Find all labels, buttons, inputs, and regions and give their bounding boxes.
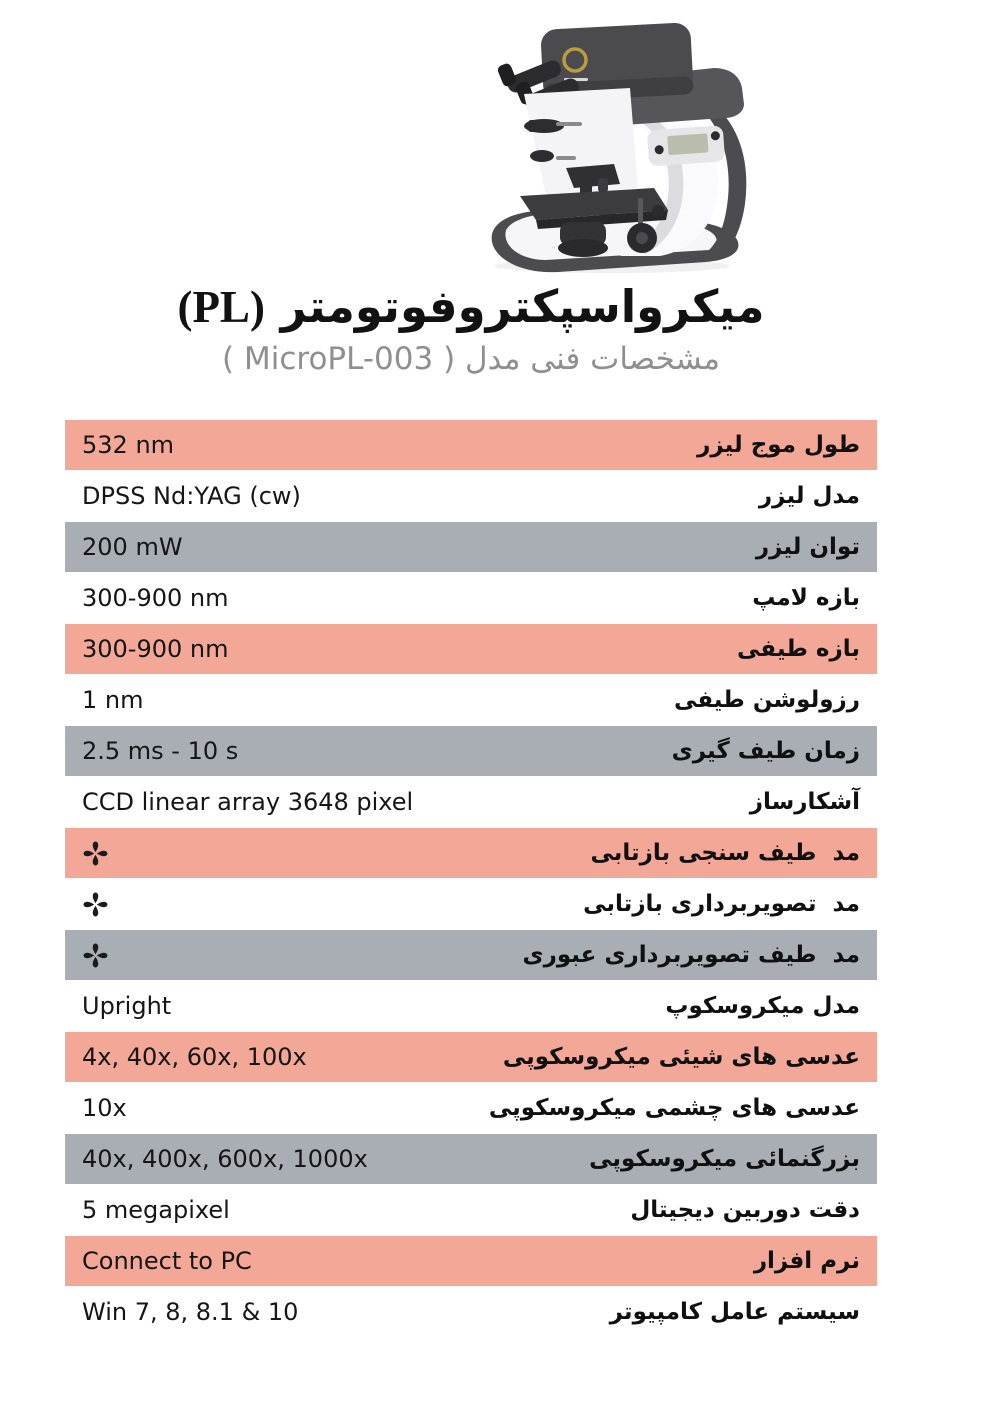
spec-label: عدسی های چشمی میکروسکوپی <box>488 1095 860 1121</box>
spec-label: بازه لامپ <box>752 585 860 611</box>
spec-label: آشکارساز <box>749 789 860 815</box>
spec-value: 300-900 nm <box>82 635 229 663</box>
table-row <box>65 981 877 1031</box>
spec-value: Upright <box>82 992 172 1020</box>
table-row <box>65 828 877 878</box>
microscope-illustration <box>462 10 762 275</box>
spec-label: مد تصویربرداری بازتابی <box>583 891 860 917</box>
spec-label: بازه طیفی <box>737 636 860 662</box>
spec-value <box>82 891 109 918</box>
spec-label: دقت دوربین دیجیتال <box>630 1197 860 1223</box>
spec-value: 532 nm <box>82 431 175 459</box>
spec-label: بزرگنمائی میکروسکوپی <box>589 1146 860 1172</box>
table-row <box>65 1083 877 1133</box>
page-subtitle: مشخصات فنی مدل ( MicroPL-003 ) <box>222 341 720 377</box>
table-row <box>65 777 877 827</box>
four-petal-asterisk-icon <box>82 891 109 918</box>
spec-value: 300-900 nm <box>82 584 229 612</box>
spec-value: 5 megapixel <box>82 1196 230 1224</box>
page-title-model-code: (PL) <box>177 282 265 332</box>
spec-label: توان لیزر <box>755 534 860 560</box>
table-row <box>65 522 877 572</box>
spec-value <box>82 840 109 867</box>
table-row <box>65 573 877 623</box>
spec-label: عدسی های شیئی میکروسکوپی <box>502 1044 860 1070</box>
spec-label: طول موج لیزر <box>697 432 860 458</box>
table-row <box>65 675 877 725</box>
table-row <box>65 879 877 929</box>
table-row <box>65 471 877 521</box>
spec-value: CCD linear array 3648 pixel <box>82 788 414 816</box>
spec-value: Win 7, 8, 8.1 & 10 <box>82 1298 299 1326</box>
table-row <box>65 1134 877 1184</box>
table-row <box>65 1236 877 1286</box>
microscope-product-image <box>462 10 762 275</box>
table-row <box>65 930 877 980</box>
spec-label: مد طیف تصویربرداری عبوری <box>522 942 860 968</box>
four-petal-asterisk-icon <box>82 942 109 969</box>
page-title <box>65 280 877 333</box>
four-petal-asterisk-icon <box>82 840 109 867</box>
table-row <box>65 420 877 470</box>
spec-label: نرم افزار <box>753 1248 860 1274</box>
spec-value: 1 nm <box>82 686 144 714</box>
spec-label: مدل میکروسکوپ <box>665 993 860 1019</box>
page-title-persian: میکرواسپکتروفوتومتر <box>280 280 765 333</box>
spec-value: 2.5 ms - 10 s <box>82 737 239 765</box>
spec-value <box>82 942 109 969</box>
spec-label: مد طیف سنجی بازتابی <box>590 840 860 866</box>
table-row <box>65 726 877 776</box>
spec-value: 40x, 400x, 600x, 1000x <box>82 1145 368 1173</box>
spec-value: DPSS Nd:YAG (cw) <box>82 482 301 510</box>
table-row <box>65 1287 877 1337</box>
table-row <box>65 1032 877 1082</box>
spec-value: 200 mW <box>82 533 183 561</box>
spec-table <box>65 420 877 1338</box>
spec-label: مدل لیزر <box>758 483 860 509</box>
spec-label: زمان طیف گیری <box>671 738 860 764</box>
spec-label: رزولوشن طیفی <box>673 687 860 713</box>
spec-label: سیستم عامل کامپیوتر <box>609 1299 860 1325</box>
spec-value: 4x, 40x, 60x, 100x <box>82 1043 307 1071</box>
table-row <box>65 624 877 674</box>
spec-value: Connect to PC <box>82 1247 252 1275</box>
table-row <box>65 1185 877 1235</box>
spec-value: 10x <box>82 1094 127 1122</box>
